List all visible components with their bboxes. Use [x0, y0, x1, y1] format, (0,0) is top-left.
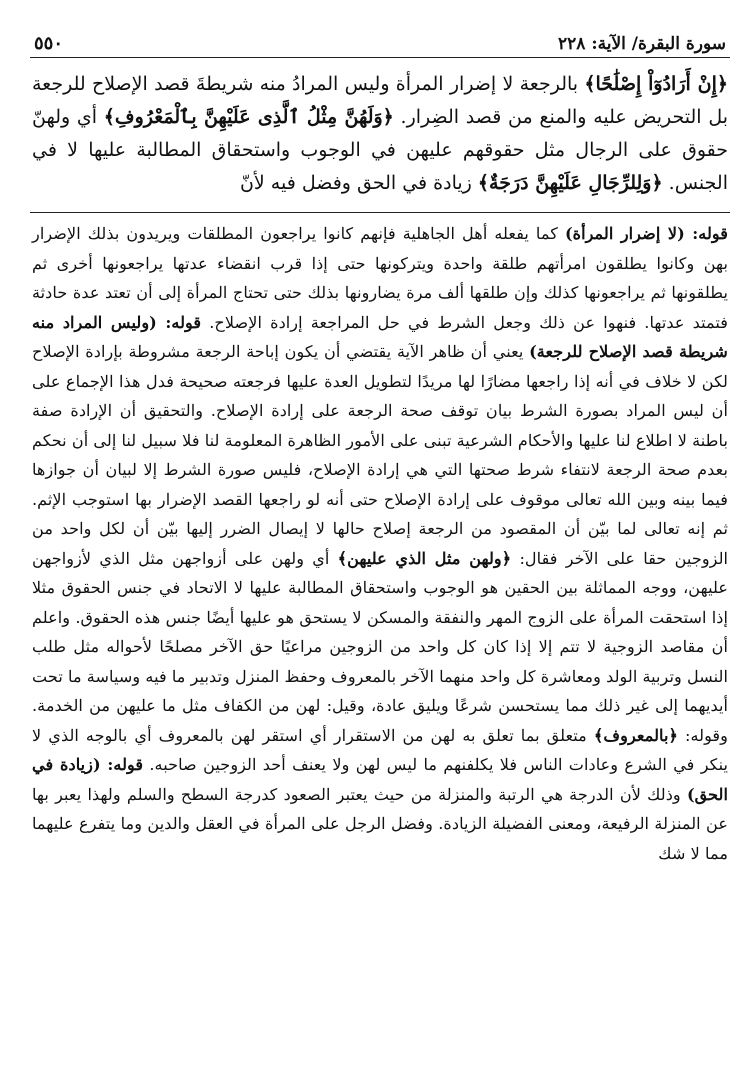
quran-quote: ﴿وَلَهُنَّ مِثْلُ ٱلَّذِى عَلَيْهِنَّ بِٱلْمَعْرُوفِ﴾ — [103, 106, 394, 128]
commentary-quote: : (زيادة في الحق) — [32, 755, 728, 804]
page-header — [30, 24, 730, 58]
book-page — [30, 24, 730, 1064]
commentary-quote: : (لا إضرار المرأة) — [564, 224, 699, 243]
commentary-text: وذلك لأن الدرجة هي الرتبة والمنزلة من حيث يعتبر الصعود كدرجة السطح والسلم ولهذا يعبر بها عن المنزلة الرفيعة، ومعنى الفضيلة الزيادة. وفضل الرجل على المرأة في العقل والدين وما يتفرع عليهما مما لا شك — [32, 784, 728, 863]
commentary-label: قوله — [698, 224, 728, 243]
main-text-segment: أي ولهنّ حقوق على الرجال مثل حقوقهم عليهن في الوجوب واستحقاق المطالبة عليها لا في الجنس. — [32, 106, 728, 194]
commentary-text: أي ولهن على أزواجهن مثل الذي لأزواجهن عليهن، ووجه المماثلة بين الحقين هو الوجوب واستحقاق المطالبة عليها لا الاتحاد في جنس الحقوق مثلا إذا استحقت المرأة على الزوج المهر والنفقة والمسكن لا يستحق هو عليها أيضًا جنس هذه الحقوق. واعلم أن مقاصد الزوجية لا تتم إلا إذا كان كل واحد من الزوجين مراعيًا حق الآخر مصلحًا لأحواله مثل طلب النسل وتربية الولد ومعاشرة كل واحد منهما الآخر بالمعروف وحفظ المنزل وتدبير ما فيه وسياسة ما تحت أيديهما إلى غير ذلك مما يستحسن شرعًا ويليق عادة، وقيل: لهن من الكفاف مثل ما عليهن من الخدمة. وقوله: — [32, 548, 728, 745]
commentary-text: كما يفعله أهل الجاهلية فإنهم كانوا يراجعون المطلقات ويريدون بذلك الإضرار بهن وكانوا يطلقون امرأتهم طلقة واحدة ويتركونها حتى إذا قرب انقضاء عدتها يراجعونها أخرى ثم يطلقونها ثم يراجعونها كذلك وإن طلقها ألف مرة يضارونها بذلك حتى تحتاج المرأة إلى أن تعتد عدة حادثة فتمتد عدتها. فنهوا عن ذلك وجعل الشرط في حل المراجعة إرادة الإصلاح. — [32, 224, 728, 332]
commentary — [30, 219, 730, 868]
commentary-quote: : (وليس المراد منه شريطة قصد الإصلاح للرجعة) — [32, 312, 728, 361]
page-number: ٥٥٠ — [34, 33, 64, 54]
quran-quote: ﴿ولهن مثل الذي عليهن﴾ — [337, 548, 512, 568]
commentary-label: قوله — [113, 755, 144, 774]
quran-quote: ﴿وَلِلرِّجَالِ عَلَيْهِنَّ دَرَجَةٌ﴾ — [477, 172, 663, 194]
main-text-segment: زيادة في الحق وفضل فيه لأنّ — [239, 172, 478, 194]
main-text — [30, 68, 730, 200]
commentary-paragraph — [32, 219, 728, 868]
section-divider — [30, 212, 730, 213]
surah-verse-label: سورة البقرة/ الآية: ٢٢٨ — [558, 34, 726, 54]
main-text-segment: بالرجعة لا إضرار المرأة وليس المرادُ منه شريطةَ قصد الإصلاح للرجعة بل التحريض عليه والمنع من قصد الضِرار. — [32, 73, 728, 128]
quran-quote: ﴿إِنْ أَرَادُوٓاْ إِصْلَٰحًا﴾ — [584, 73, 729, 95]
commentary-label: قوله — [171, 312, 202, 332]
commentary-text: يعني أن ظاهر الآية يقتضي أن يكون إباحة الرجعة مشروطة بإرادة الإصلاح لكن لا خلاف في أنه إذا راجعها مضارًا لها مريدًا لتطويل العدة عليها فرجعته صحيحة فدل هذا الإجماع على أن ليس المراد بصورة الشرط بيان توقف صحة الرجعة على إرادة الإصلاح. والتحقيق أن الإرادة صفة باطنة لا اطلاع لنا عليها والأحكام الشرعية تبنى على الأمور الظاهرة المعلومة لنا فلا سبيل لنا إلى أن نحكم بعدم صحة الرجعة لانتفاء شرط صحتها التي هي إرادة الإصلاح، فليس صورة الشرط إلا لبيان أن جوازها فيما بينه وبين الله تعالى موقوف على إرادة الإصلاح حتى أنه لو راجعها القصد الإضرار بها استوجب الإثم. ثم إنه تعالى لما بيّن أن المقصود من الرجعة إصلاح حالها لا إيصال الضرر إليها بيّن أن لكل واحد من الزوجين حقا على الآخر فقال: — [32, 342, 729, 568]
quran-quote: ﴿بالمعروف﴾ — [593, 725, 678, 745]
commentary-text: متعلق بما تعلق به لهن من الاستقرار أي استقر لهن بالمعروف أي بالوجه الذي لا ينكر في الشرع وعادات الناس فلا يكلفنهم ما ليس لهن ولا يعنف أحد الزوجين صاحبه. — [32, 725, 728, 774]
